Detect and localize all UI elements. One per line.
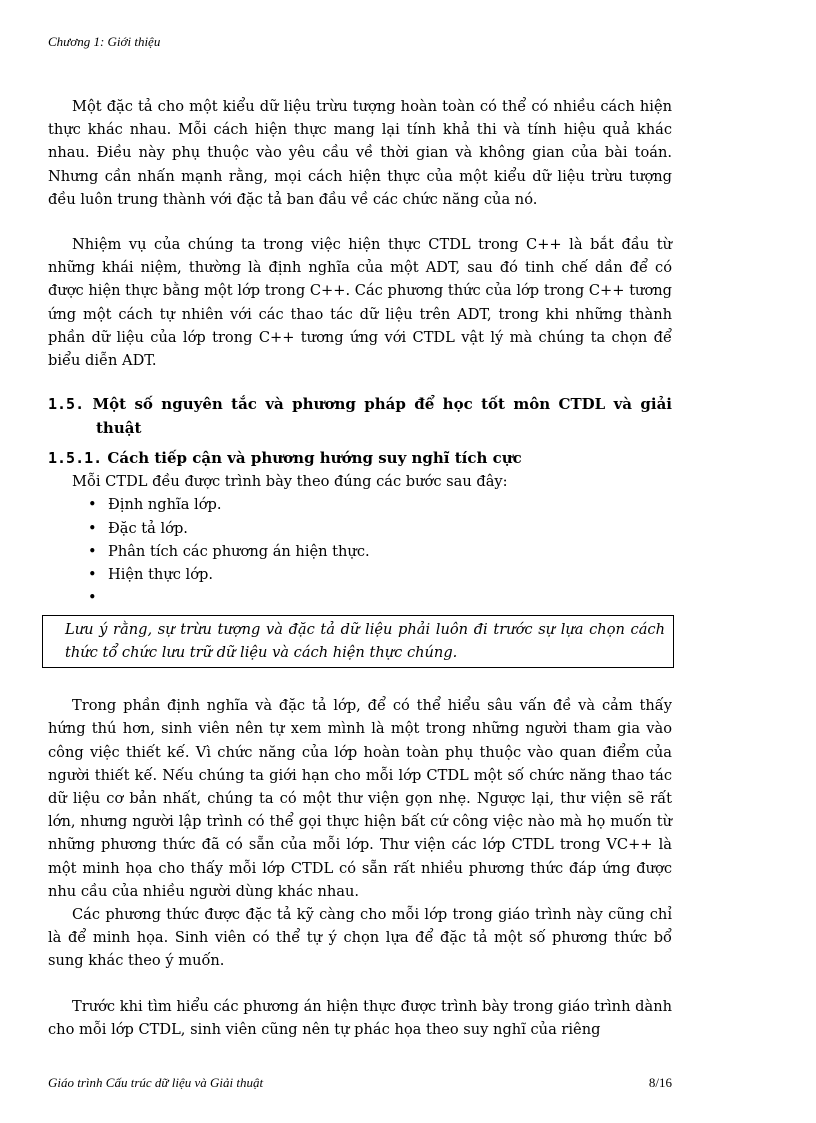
list-item: • Hiện thực lớp. xyxy=(88,563,672,586)
list-item: • Định nghĩa lớp. xyxy=(88,493,672,516)
steps-intro: Mỗi CTDL đều được trình bày theo đúng các bước sau đây: xyxy=(72,473,508,491)
footer-book-title: Giáo trình Cấu trúc dữ liệu và Giải thuật xyxy=(48,1075,264,1090)
subsection-title: Cách tiếp cận và phương hướng suy nghĩ tích cực xyxy=(107,449,522,468)
page-number: 8/16 xyxy=(648,1075,672,1090)
section-number: 1.5. xyxy=(48,395,85,414)
section-heading xyxy=(48,392,672,440)
running-header: Chương 1: Giới thiệu xyxy=(48,34,161,49)
list-item: • Phân tích các phương án hiện thực. xyxy=(88,540,672,563)
paragraph-design-role: Trong phần định nghĩa và đặc tả lớp, để có thể hiểu sâu vấn đề và cảm thấy hứng thú hơn, sinh viên nên tự xem mình là một trong những người tham gia vào công việc thiết kế. Vì chức năng của lớp hoàn toàn phụ thuộc vào quan điểm của người thiết kế. Nếu chúng ta giới hạn cho mỗi lớp CTDL một số chức năng thao tác dữ liệu cơ bản nhất, chúng ta có một thư viện gọn nhẹ. Ngược lại, thư viện sẽ rất lớn, nhưng người lập trình có thể gọi thực hiện bất cứ công việc nào mà họ muốn từ những phương thức đã có sẵn của mỗi lớp. Thư viện các lớp CTDL trong VC++ là một minh họa cho thấy mỗi lớp CTDL có sẵn rất nhiều phương thức đáp ứng được nhu cầu của nhiều người dùng khác nhau. xyxy=(48,697,672,900)
subsection-heading xyxy=(48,446,672,470)
body-text xyxy=(48,95,672,1041)
note-box: Lưu ý rằng, sự trừu tượng và đặc tả dữ liệu phải luôn đi trước sự lựa chọn cách thức tổ chức lưu trữ dữ liệu và cách hiện thực chúng. xyxy=(42,615,674,668)
paragraph-implementation-sketch: Trước khi tìm hiểu các phương án hiện thực được trình bày trong giáo trình dành cho mỗi lớp CTDL, sinh viên cũng nên tự phác họa theo suy nghĩ của riêng xyxy=(48,997,672,1038)
list-item: • Đặc tả lớp. xyxy=(88,517,672,540)
paragraph-adt-implementations: Một đặc tả cho một kiểu dữ liệu trừu tượng hoàn toàn có thể có nhiều cách hiện thực khác nhau. Mỗi cách hiện thực mang lại tính khả thi và tính hiệu quả khác nhau. Điều này phụ thuộc vào yêu cầu về thời gian và không gian của bài toán. Nhưng cần nhấn mạnh rằng, mọi cách hiện thực của một kiểu dữ liệu trừu tượng đều luôn trung thành với đặc tả ban đầu về các chức năng của nó. xyxy=(48,98,672,208)
list-item xyxy=(88,586,672,609)
section-title: Một số nguyên tắc và phương pháp để học tốt môn CTDL và giải thuật xyxy=(92,395,672,438)
subsection-number: 1.5.1. xyxy=(48,449,103,468)
paragraph-methods-illustration: Các phương thức được đặc tả kỹ càng cho mỗi lớp trong giáo trình này cũng chỉ là để minh họa. Sinh viên có thể tự ý chọn lựa để đặc tả một số phương thức bổ sung khác theo ý muốn. xyxy=(48,906,672,970)
steps-list xyxy=(48,493,672,609)
paragraph-ctdl-in-cpp: Nhiệm vụ của chúng ta trong việc hiện thực CTDL trong C++ là bắt đầu từ những khái niệm, thường là định nghĩa của một ADT, sau đó tinh chế dần để có được hiện thực bằng một lớp trong C++. Các phương thức của lớp trong C++ tương ứng một cách tự nhiên với các thao tác dữ liệu trên ADT, trong khi những thành phần dữ liệu của lớp trong C++ tương ứng với CTDL vật lý mà chúng ta chọn để biểu diễn ADT. xyxy=(48,236,672,370)
